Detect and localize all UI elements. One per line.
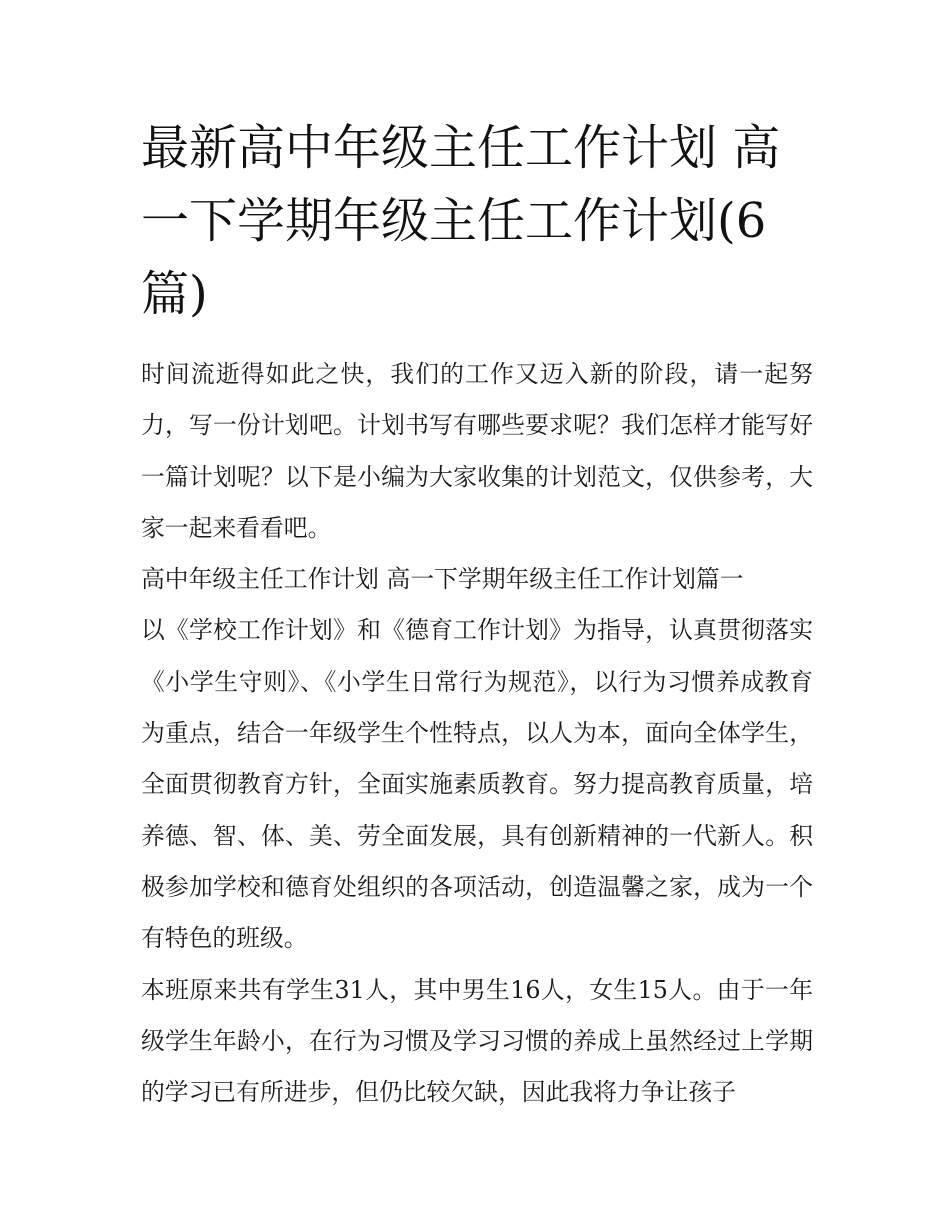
class-info-paragraph: 本班原来共有学生31人，其中男生16人，女生15人。由于一年级学生年龄小，在行为习惯及学习习惯的养成上虽然经过上学期的学习已有所进步，但仍比较欠缺，因此我将力争让孩子: [141, 975, 813, 1107]
document-page: [141, 112, 813, 1118]
guideline-paragraph: 以《学校工作计划》和《德育工作计划》为指导，认真贯彻落实《小学生守则》、《小学生日常行为规范》，以行为习惯养成教育为重点，结合一年级学生个性特点，以人为本，面向全体学生，全面贯彻教育方针，全面实施素质教育。努力提高教育质量，培养德、智、体、美、劳全面发展，具有创新精神的一代新人。积极参加学校和德育处组织的各项活动，创造温馨之家，成为一个有特色的班级。: [141, 616, 813, 953]
intro-paragraph: 时间流逝得如此之快，我们的工作又迈入新的阶段，请一起努力，写一份计划吧。计划书写有哪些要求呢？我们怎样才能写好一篇计划呢？以下是小编为大家收集的计划范文，仅供参考，大家一起来看看吧。: [141, 360, 813, 542]
document-title: 最新高中年级主任工作计划 高一下学期年级主任工作计划(6篇): [141, 120, 781, 322]
document-body: [141, 349, 813, 1118]
section-heading-paragraph: 高中年级主任工作计划 高一下学期年级主任工作计划篇一: [141, 565, 744, 594]
